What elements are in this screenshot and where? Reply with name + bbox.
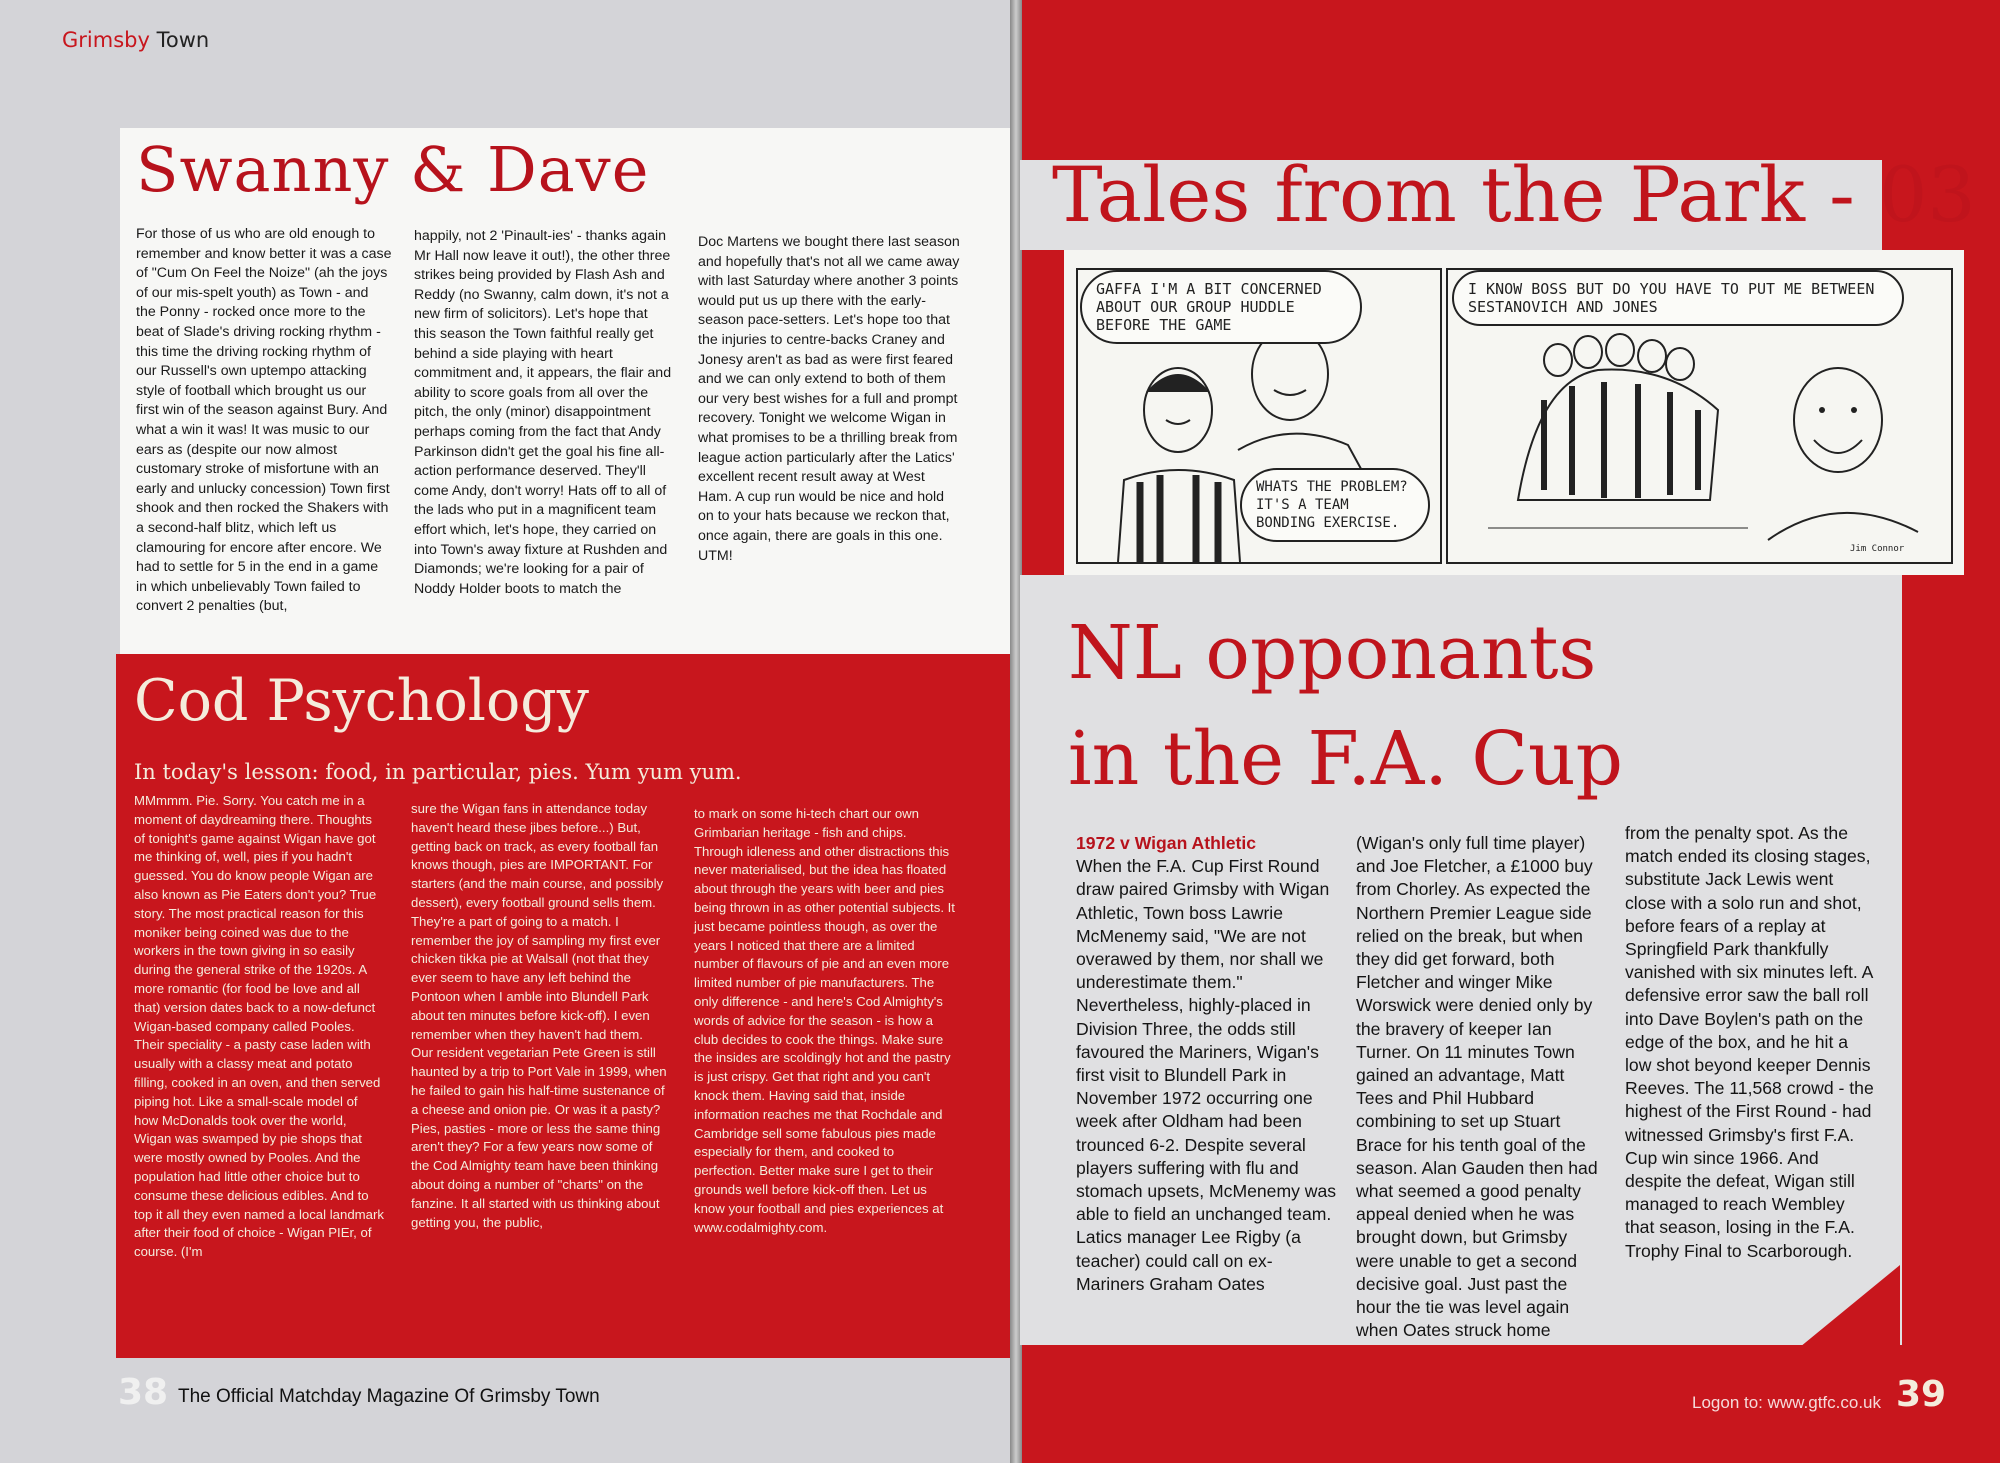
running-head-grimsby: Grimsby [62,28,150,52]
website-link[interactable]: Logon to: www.gtfc.co.uk [1692,1393,1881,1412]
swanny-dave-column-2: happily, not 2 'Pinault-ies' - thanks again Mr Hall now leave it out!), the other three strikes being provided by Flash Ash and Reddy (no Swanny, calm down, it's not a new firm of solicitors). Let's hope that this season the Town faithful really get behind a side playing with heart commitment and, it appears, the flair and ability to score goals from all over the pitch, the only (minor) disappointment perhaps coming from the fact that Andy Parkinson didn't get the goal his fine all-action performance deserved. They'll come Andy, don't worry! Hats off to all of the lads who put in a magnificent team effort which, let's hope, they carried on into Town's away fixture at Rushden and Diamonds; we're looking for a pair of Noddy Holder boots to match the [414,228,672,597]
nl-title-line-1: NL opponants [1068,610,1597,696]
page-number-left: 38 [118,1372,169,1413]
page-number-right: 39 [1896,1374,1947,1415]
speech-bubble-2: WHATS THE PROBLEM? IT'S A TEAM BONDING EXERCISE. [1240,468,1430,542]
panel-corner-cut [1800,1265,1900,1347]
cartoonist-signature: Jim Connor [1850,544,1905,554]
swanny-dave-title: Swanny & Dave [136,133,650,206]
cod-psychology-subtitle: In today's lesson: food, in particular, pies. Yum yum yum. [134,760,742,784]
tales-title: Tales from the Park - 03 [1052,150,1976,239]
nl-column-1-text: When the F.A. Cup First Round draw paired Grimsby with Wigan Athletic, Town boss Lawrie McMenemy said, "We are not overawed by them, nor shall we underestimate them." Nevertheless, highly-placed in Division Three, the odds still favoured the Mariners, Wigan's first visit to Blundell Park in November 1972 occurring one week after Oldham had been trounced 6-2. Despite several players suffering with flu and stomach upsets, McMenemy was able to field an unchanged team. Latics manager Lee Rigby (a teacher) could call on ex-Mariners Graham Oates [1076,856,1337,1294]
speech-bubble-3: I KNOW BOSS BUT DO YOU HAVE TO PUT ME BETWEEN SESTANOVICH AND JONES [1452,270,1904,326]
nl-subheading: 1972 v Wigan Athletic [1076,833,1257,853]
cod-psychology-column-2: sure the Wigan fans in attendance today haven't heard these jibes before...) But, getting back on track, as every football fan knows though, pies are IMPORTANT. For starters (and the main course, and possibly dessert), every football ground sells them. They're a part of going to a match. I remember the joy of sampling my first ever chicken tikka pie at Walsall (not that they ever seem to have any left behind the Pontoon when I amble into Blundell Park about ten minutes before kick-off). I even remember when they haven't had them. Our resident vegetarian Pete Green is still haunted by a trip to Port Vale in 1999, when he failed to gain his half-time sustenance of a cheese and onion pie. Or was it a pasty? Pies, pasties - more or less the same thing aren't they? For a few years now some of the Cod Almighty team have been thinking about doing a number of "charts" on the fanzine. It all started with us thinking about getting you, the public, [411,801,667,1230]
speech-bubble-1: GAFFA I'M A BIT CONCERNED ABOUT OUR GROUP HUDDLE BEFORE THE GAME [1080,270,1362,344]
cod-psychology-column-1: MMmmm. Pie. Sorry. You catch me in a moment of daydreaming there. Thoughts of tonight's game against Wigan have got me thinking of, well, pies if you hadn't guessed. You do know people Wigan are also known as Pie Eaters don't you? True story. The most practical reason for this moniker being coined was due to the workers in the town giving in so easily during the general strike of the 1920s. A more romantic (for food be love and all that) version dates back to a now-defunct Wigan-based company called Pooles. Their speciality - a pasty case laden with usually with a classy meat and potato filling, cooked in an oven, and then served piping hot. Like a small-scale model of how McDonalds took over the world, Wigan was swamped by pie shops that were mostly owned by Pooles. And the population had little other choice but to consume these delicious edibles. And to top it all they even named a local landmark after their food of choice - Wigan PIEr, of course. (I'm [134,793,384,1260]
magazine-title: The Official Matchday Magazine Of Grimsby Town [178,1386,600,1407]
cod-psychology-title: Cod Psychology [134,668,589,734]
nl-column-2: (Wigan's only full time player) and Joe Fletcher, a £1000 buy from Chorley. As expected the Northern Premier League side relied on the break, but when they did get forward, both Fletcher and winger Mike Worswick were denied only by the bravery of keeper Ian Turner. On 11 minutes Town gained an advantage, Matt Tees and Phil Hubbard combining to set up Stuart Brace for his tenth goal of the season. Alan Gauden then had what seemed a good penalty appeal denied when he was brought down, but Grimsby were unable to get a second decisive goal. Just past the hour the tie was level again when Oates struck home [1356,833,1598,1341]
nl-opponents-title [1068,600,1623,812]
swanny-dave-column-1: For those of us who are old enough to remember and know better it was a case of "Cum On Feel the Noize" (ah the joys of our mis-spelt youth) as Town - and the Ponny - rocked once more to the beat of Slade's driving rocking rhythm - this time the driving rocking rhythm of our Russell's own uptempo attacking style of football which brought us our first win of the season against Bury. And what a win it was! It was music to our ears as (despite our now almost customary stroke of misfortune with an early and unlucky concession) Town first shook and then rocked the Shakers with a second-half blitz, which left us clamouring for encore after encore. We had to settle for 5 in the end in a game in which unbelievably Town failed to convert 2 penalties (but, [136,226,392,615]
running-head-town: Town [149,28,210,52]
running-head [62,28,209,52]
swanny-dave-column-3: Doc Martens we bought there last season and hopefully that's not all we came away with last Saturday where another 3 points would put us up there with the early-season pace-setters. Let's hope too that the injuries to centre-backs Craney and Jonesy aren't as bad as were first feared and we can only extend to both of them our very best wishes for a full and prompt recovery. Tonight we welcome Wigan in what promises to be a thrilling break from league action particularly after the Latics' excellent recent result away at West Ham. A cup run would be nice and hold on to your hats because we reckon that, once again, there are goals in this one. UTM! [698,234,960,564]
cod-psychology-column-3: to mark on some hi-tech chart our own Grimbarian heritage - fish and chips. Through idleness and other distractions this never materialised, but the idea has floated about through the years with beer and pies being thrown in as other potential subjects. It just became pointless though, as over the years I noticed that there are a limited number of flavours of pie and an even more limited number of pie manufacturers. The only difference - and here's Cod Almighty's words of advice for the season - is how a club decides to cook the things. Make sure the insides are scoldingly hot and the pastry is just crispy. Get that right and you can't knock them. Having said that, inside information reaches me that Rochdale and Cambridge sell some fabulous pies made especially for them, and cooked to perfection. Better make sure I get to their grounds well before kick-off then. Let us know your football and pies experiences at www.codalmighty.com. [694,806,955,1235]
nl-title-line-2: in the F.A. Cup [1068,716,1624,802]
nl-column-3: from the penalty spot. As the match ended its closing stages, substitute Jack Lewis went close with a solo run and shot, before fears of a replay at Springfield Park thankfully vanished with six minutes left. A defensive error saw the ball roll into Dave Boylen's path on the edge of the box, and he hit a low shot beyond keeper Dennis Reeves. The 11,568 crowd - the highest of the First Round - had witnessed Grimsby's first F.A. Cup win since 1966. And despite the defeat, Wigan still managed to reach Wembley that season, losing in the F.A. Trophy Final to Scarborough. [1625,823,1874,1261]
nl-column-1 [1076,832,1338,1296]
